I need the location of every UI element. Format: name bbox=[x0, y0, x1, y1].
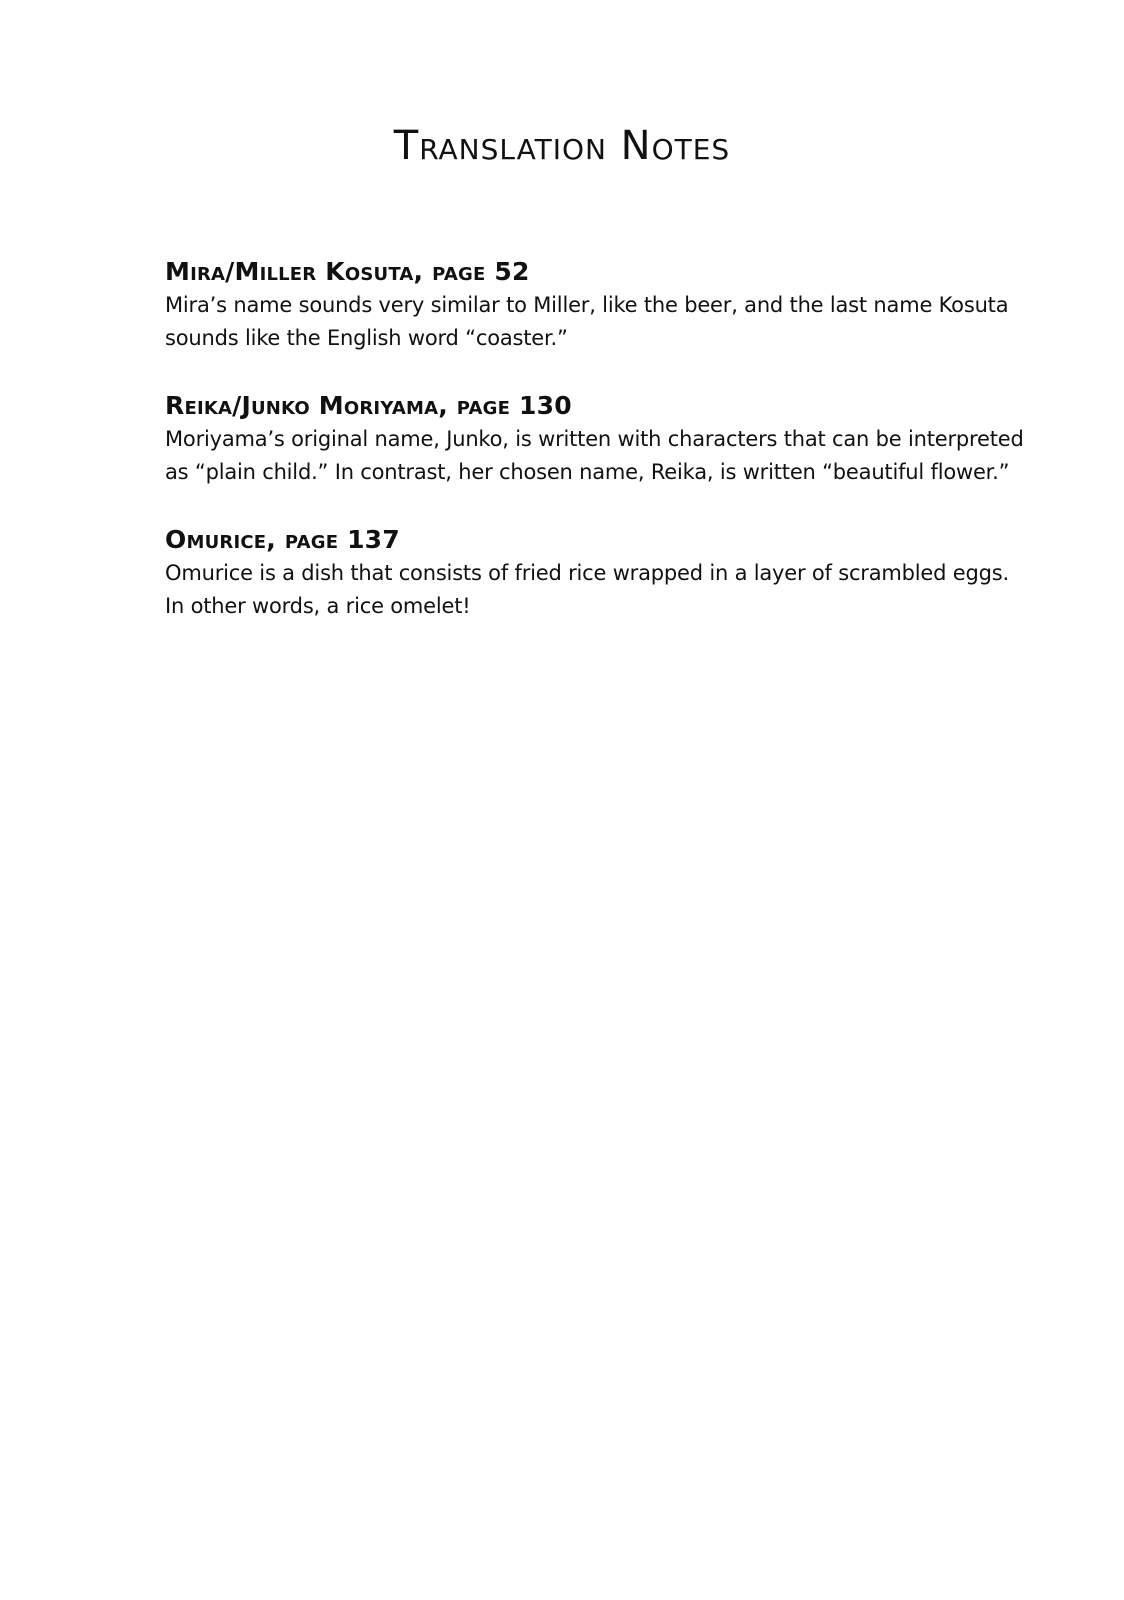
note-omurice bbox=[165, 523, 1025, 623]
note-body: Moriyama’s original name, Junko, is written with characters that can be interpreted as “plain child.” In contrast, her chosen name, Reika, is written “beautiful flower.” bbox=[165, 427, 1024, 484]
note-body: Omurice is a dish that consists of fried rice wrapped in a layer of scrambled eggs. In other words, a rice omelet! bbox=[165, 561, 1009, 618]
page-title: Translation Notes bbox=[393, 123, 731, 169]
note-mira-miller-kosuta bbox=[165, 255, 1025, 355]
note-heading: Omurice, page 137 bbox=[165, 525, 400, 554]
note-heading: Reika/Junko Moriyama, page 130 bbox=[165, 391, 572, 420]
translation-notes-list bbox=[165, 255, 1025, 657]
note-reika-junko-moriyama bbox=[165, 389, 1025, 489]
note-body: Mira’s name sounds very similar to Miller, like the beer, and the last name Kosuta sounds like the English word “coaster.” bbox=[165, 293, 1009, 350]
note-heading: Mira/Miller Kosuta, page 52 bbox=[165, 257, 530, 286]
